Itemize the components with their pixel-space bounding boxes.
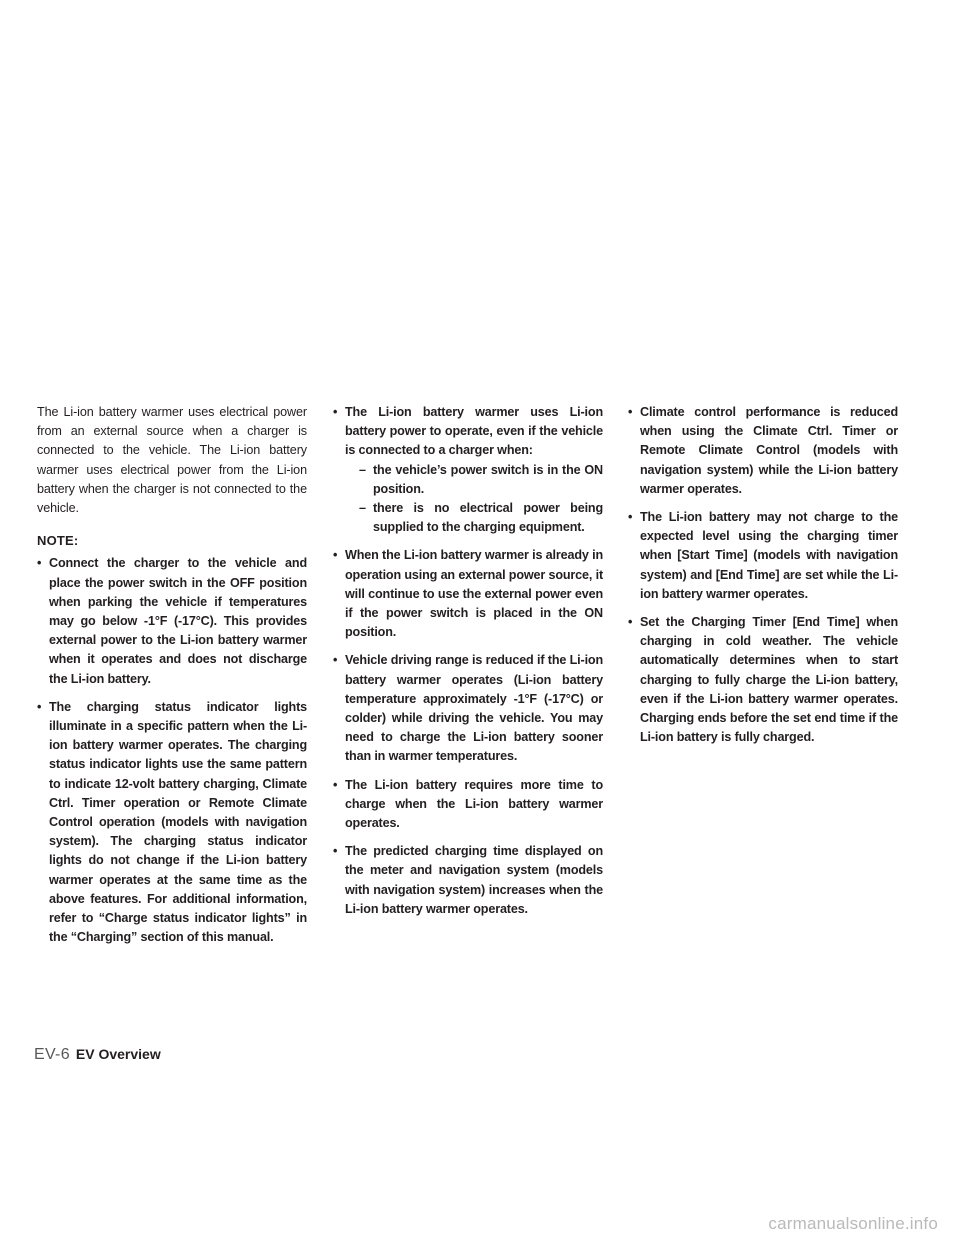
note-heading: NOTE: — [37, 533, 79, 549]
bullet-icon: • — [628, 405, 633, 419]
bullet-icon: • — [333, 653, 338, 668]
page-footer — [34, 1046, 161, 1064]
intro-paragraph: The Li-ion battery warmer uses electrical power from an external source when a charger is connected to the vehicle. The Li-ion battery warmer uses electrical power from the Li-ion battery when the charger is not connected to the vehicle. — [37, 405, 307, 516]
list-item-text: Vehicle driving range is reduced if the Li-ion battery warmer operates (Li-ion battery temperature approximately -1°F (-17°C) or colder) while driving the vehicle. You may need to charge the Li-ion battery sooner than in warmer temperatures. — [345, 653, 603, 764]
list-item — [37, 554, 307, 688]
list-item-text: Connect the charger to the vehicle and place the power switch in the OFF position when parking the vehicle if temperatures may go below -1°F (-17°C). This provides external power to the Li-ion battery warmer when it operates and does not discharge the Li-ion battery. — [49, 556, 307, 686]
bullet-icon: • — [628, 615, 633, 630]
bullet-icon: • — [333, 548, 338, 563]
list-item — [628, 613, 898, 747]
list-item-text: The predicted charging time displayed on the meter and navigation system (models with navigation system) increases when the Li-ion battery warmer operates. — [345, 844, 603, 916]
sub-list-item — [359, 461, 603, 499]
bullet-icon: • — [333, 405, 338, 419]
bullet-icon: • — [37, 556, 42, 571]
section-title: EV Overview — [75, 1046, 161, 1062]
note-list-col1 — [37, 554, 307, 947]
dash-icon: – — [359, 501, 366, 516]
watermark-text: carmanualsonline.info — [768, 1214, 938, 1233]
list-item-text: Climate control performance is reduced when using the Climate Ctrl. Timer or Remote Climate Control (models with navigation system) while the Li-ion battery warmer operates. — [640, 405, 898, 496]
note-list-col2 — [333, 403, 603, 919]
column-2 — [333, 403, 603, 928]
list-item — [333, 776, 603, 834]
list-item-text: The Li-ion battery warmer uses Li-ion battery power to operate, even if the vehicle is connected to a charger when: — [345, 405, 603, 458]
list-item — [333, 651, 603, 766]
list-item-text: When the Li-ion battery warmer is already in operation using an external power source, it will continue to use the external power even if the power switch is placed in the ON position. — [345, 548, 603, 640]
bullet-icon: • — [333, 844, 338, 859]
note-list-col3 — [628, 403, 898, 747]
bullet-icon: • — [37, 699, 42, 714]
list-item-text: The charging status indicator lights illuminate in a specific pattern when the Li-ion battery warmer operates. The charging status indicator lights use the same pattern to indicate 12-volt battery charging, Climate Ctrl. Timer operation or Remote Climate Control operation (models with navigation system). The charging status indicator lights do not change if the Li-ion battery warmer operates at the same time as the above features. For additional information, refer to “Charge status indicator lights” in the “Charging” section of this manual. — [49, 699, 307, 945]
dash-icon: – — [359, 462, 366, 477]
list-item — [333, 403, 603, 537]
page-number: EV-6 — [34, 1046, 70, 1063]
sub-list-item-text: there is no electrical power being supplied to the charging equipment. — [373, 501, 603, 535]
bullet-icon: • — [333, 777, 338, 792]
list-item-text: The Li-ion battery requires more time to charge when the Li-ion battery warmer operates. — [345, 777, 603, 831]
bullet-icon: • — [628, 510, 633, 525]
sub-list-item-text: the vehicle’s power switch is in the ON position. — [373, 462, 603, 496]
list-item — [333, 842, 603, 919]
column-1 — [37, 403, 307, 956]
list-item — [333, 546, 603, 642]
sub-list-item — [359, 499, 603, 537]
sub-list — [345, 461, 603, 538]
list-item-text: The Li-ion battery may not charge to the expected level using the charging timer when [Start Time] (models with navigation system) and [End Time] are set while the Li-ion battery warmer operates. — [640, 510, 898, 601]
list-item — [628, 403, 898, 499]
list-item-text: Set the Charging Timer [End Time] when charging in cold weather. The vehicle automatically determines when to start charging to fully charge the Li-ion battery, even if the Li-ion battery warmer operates. Charging ends before the set end time if the Li-ion battery is fully charged. — [640, 615, 898, 745]
list-item — [37, 698, 307, 948]
column-3 — [628, 403, 898, 756]
list-item — [628, 508, 898, 604]
